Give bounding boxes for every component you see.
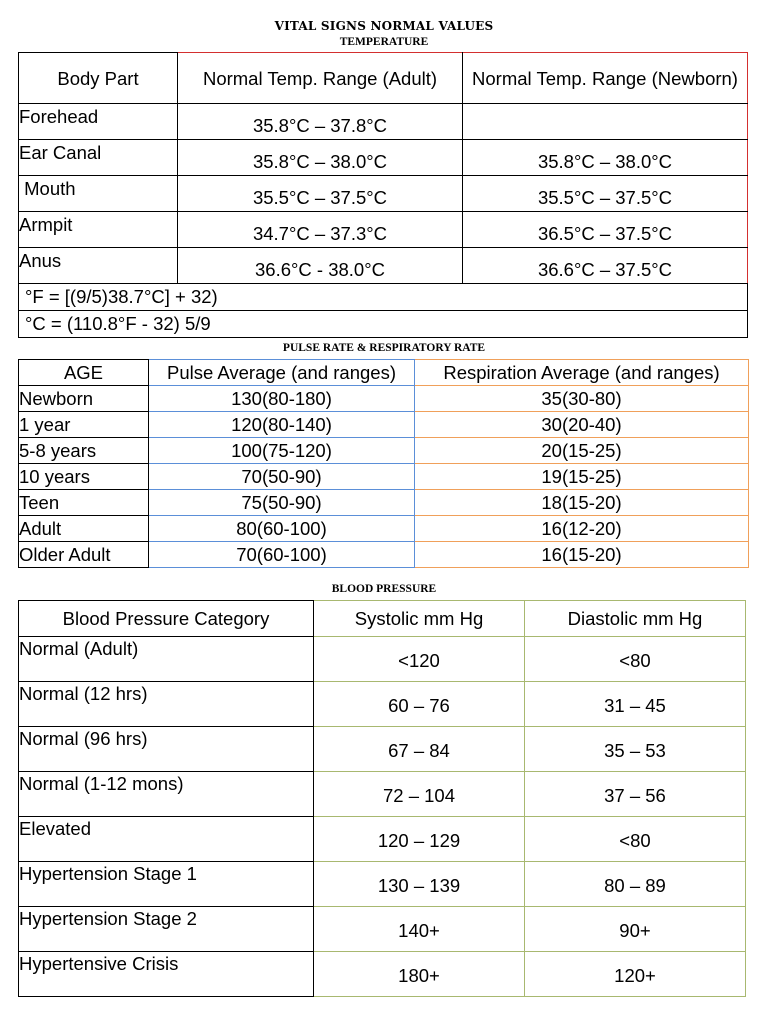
table-row xyxy=(19,542,749,568)
table-row xyxy=(19,386,749,412)
systolic-cell: 72 – 104 xyxy=(314,772,525,817)
table-row xyxy=(19,464,749,490)
pulse-cell: 75(50-90) xyxy=(149,490,415,516)
header-adult-range: Normal Temp. Range (Adult) xyxy=(178,53,463,104)
respiration-cell: 35(30-80) xyxy=(415,386,749,412)
systolic-cell: 130 – 139 xyxy=(314,862,525,907)
fahrenheit-formula: °F = [(9/5)38.7°C] + 32) xyxy=(19,284,748,311)
table-row xyxy=(19,637,746,682)
formula-row xyxy=(19,311,748,338)
diastolic-cell: 120+ xyxy=(525,952,746,997)
age-cell: 5-8 years xyxy=(19,438,149,464)
document-title: VITAL SIGNS NORMAL VALUES xyxy=(274,19,494,33)
newborn-range-cell: 36.6°C – 37.5°C xyxy=(463,248,748,284)
table-header-row xyxy=(19,53,748,104)
adult-range-cell: 35.5°C – 37.5°C xyxy=(178,176,463,212)
category-cell: Normal (1-12 mons) xyxy=(19,772,314,817)
respiration-cell: 16(15-20) xyxy=(415,542,749,568)
adult-range-cell: 34.7°C – 37.3°C xyxy=(178,212,463,248)
table-row xyxy=(19,727,746,772)
age-cell: 1 year xyxy=(19,412,149,438)
table-row xyxy=(19,438,749,464)
adult-range-cell: 35.8°C – 37.8°C xyxy=(178,104,463,140)
systolic-cell: 120 – 129 xyxy=(314,817,525,862)
table-header-row xyxy=(19,601,746,637)
systolic-cell: <120 xyxy=(314,637,525,682)
table-header-row xyxy=(19,360,749,386)
respiration-cell: 20(15-25) xyxy=(415,438,749,464)
header-newborn-range: Normal Temp. Range (Newborn) xyxy=(463,53,748,104)
header-systolic: Systolic mm Hg xyxy=(314,601,525,637)
pulse-cell: 120(80-140) xyxy=(149,412,415,438)
table-row xyxy=(19,490,749,516)
pulse-cell: 130(80-180) xyxy=(149,386,415,412)
respiration-cell: 18(15-20) xyxy=(415,490,749,516)
category-cell: Elevated xyxy=(19,817,314,862)
temperature-heading: TEMPERATURE xyxy=(339,36,429,48)
category-cell: Normal (Adult) xyxy=(19,637,314,682)
table-row xyxy=(19,412,749,438)
header-diastolic: Diastolic mm Hg xyxy=(525,601,746,637)
pulse-cell: 100(75-120) xyxy=(149,438,415,464)
adult-range-cell: 35.8°C – 38.0°C xyxy=(178,140,463,176)
body-part-cell: Ear Canal xyxy=(19,140,178,176)
temperature-table xyxy=(18,52,748,338)
pulse-cell: 70(60-100) xyxy=(149,542,415,568)
header-category: Blood Pressure Category xyxy=(19,601,314,637)
diastolic-cell: 35 – 53 xyxy=(525,727,746,772)
respiration-cell: 19(15-25) xyxy=(415,464,749,490)
respiration-cell: 16(12-20) xyxy=(415,516,749,542)
category-cell: Normal (12 hrs) xyxy=(19,682,314,727)
newborn-range-cell xyxy=(463,104,748,140)
diastolic-cell: 37 – 56 xyxy=(525,772,746,817)
age-cell: Adult xyxy=(19,516,149,542)
age-cell: Older Adult xyxy=(19,542,149,568)
diastolic-cell: <80 xyxy=(525,637,746,682)
category-cell: Hypertensive Crisis xyxy=(19,952,314,997)
table-row xyxy=(19,140,748,176)
body-part-cell: Forehead xyxy=(19,104,178,140)
blood-pressure-table xyxy=(18,600,746,997)
formula-row xyxy=(19,284,748,311)
systolic-cell: 180+ xyxy=(314,952,525,997)
body-part-cell: Anus xyxy=(19,248,178,284)
celsius-formula: °C = (110.8°F - 32) 5/9 xyxy=(19,311,748,338)
header-age: AGE xyxy=(19,360,149,386)
table-row xyxy=(19,682,746,727)
adult-range-cell: 36.6°C - 38.0°C xyxy=(178,248,463,284)
diastolic-cell: <80 xyxy=(525,817,746,862)
diastolic-cell: 90+ xyxy=(525,907,746,952)
table-row xyxy=(19,212,748,248)
table-row xyxy=(19,176,748,212)
systolic-cell: 140+ xyxy=(314,907,525,952)
pulse-respiration-table xyxy=(18,359,749,568)
pulse-heading: PULSE RATE & RESPIRATORY RATE xyxy=(282,342,486,354)
respiration-cell: 30(20-40) xyxy=(415,412,749,438)
newborn-range-cell: 36.5°C – 37.5°C xyxy=(463,212,748,248)
category-cell: Hypertension Stage 2 xyxy=(19,907,314,952)
table-row xyxy=(19,817,746,862)
table-row xyxy=(19,104,748,140)
table-row xyxy=(19,952,746,997)
diastolic-cell: 31 – 45 xyxy=(525,682,746,727)
age-cell: 10 years xyxy=(19,464,149,490)
diastolic-cell: 80 – 89 xyxy=(525,862,746,907)
newborn-range-cell: 35.8°C – 38.0°C xyxy=(463,140,748,176)
body-part-cell: Armpit xyxy=(19,212,178,248)
table-row xyxy=(19,772,746,817)
header-body-part: Body Part xyxy=(19,53,178,104)
newborn-range-cell: 35.5°C – 37.5°C xyxy=(463,176,748,212)
category-cell: Hypertension Stage 1 xyxy=(19,862,314,907)
header-pulse: Pulse Average (and ranges) xyxy=(149,360,415,386)
pulse-cell: 80(60-100) xyxy=(149,516,415,542)
blood-pressure-heading: BLOOD PRESSURE xyxy=(331,583,437,595)
systolic-cell: 67 – 84 xyxy=(314,727,525,772)
systolic-cell: 60 – 76 xyxy=(314,682,525,727)
table-row xyxy=(19,907,746,952)
age-cell: Teen xyxy=(19,490,149,516)
table-row xyxy=(19,516,749,542)
header-respiration: Respiration Average (and ranges) xyxy=(415,360,749,386)
pulse-cell: 70(50-90) xyxy=(149,464,415,490)
table-row xyxy=(19,248,748,284)
category-cell: Normal (96 hrs) xyxy=(19,727,314,772)
table-row xyxy=(19,862,746,907)
age-cell: Newborn xyxy=(19,386,149,412)
body-part-cell: Mouth xyxy=(19,176,178,212)
